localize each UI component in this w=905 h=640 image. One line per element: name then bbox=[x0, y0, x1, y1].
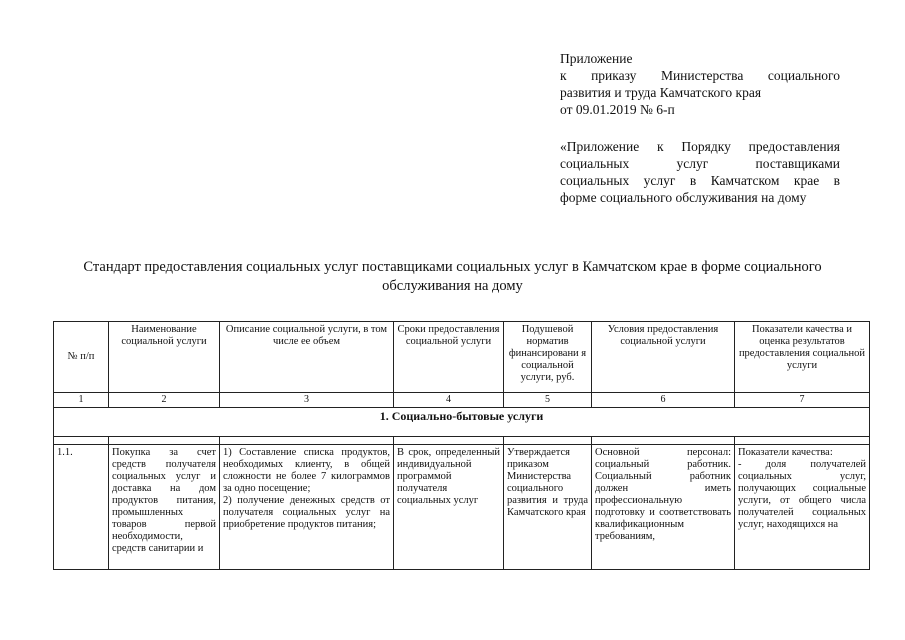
header-cell: Условия предоставления социальной услуги bbox=[592, 322, 735, 393]
quality-item: - доля получателей социальных услуг, получающих социальные услуги, от общего числа получателей социальных услуг, находящихся на bbox=[738, 459, 866, 530]
column-number: 1 bbox=[54, 393, 109, 408]
header-order-number: от 09.01.2019 № 6-п bbox=[560, 102, 675, 117]
column-number: 3 bbox=[220, 393, 394, 408]
header-line: Приложение bbox=[560, 51, 633, 66]
header-note-line: «Приложение к Порядку предоставления bbox=[560, 139, 840, 154]
standard-table bbox=[53, 321, 870, 570]
column-number: 6 bbox=[592, 393, 735, 408]
header-cell: Наименование социальной услуги bbox=[109, 322, 220, 393]
header-cell: № п/п bbox=[54, 322, 109, 393]
column-number: 5 bbox=[504, 393, 592, 408]
title-line: обслуживания на дому bbox=[382, 278, 523, 294]
header-note-line: социальных услуг в Камчатском крае в bbox=[560, 173, 840, 188]
column-number: 7 bbox=[735, 393, 870, 408]
conditions-cell: Основной персонал: социальный работник. Социальный работник должен иметь профессиональную подготовку и соответствовать квалификационным требованиям, bbox=[592, 445, 735, 570]
table-header-row bbox=[54, 322, 870, 393]
title-line: Стандарт предоставления социальных услуг поставщиками социальных услуг в Камчатском крае в форме социального bbox=[83, 259, 822, 275]
financing-norm-cell: Утверждается приказом Министерства социального развития и труда Камчатского края bbox=[504, 445, 592, 570]
service-name-cell: Покупка за счет средств получателя социальных услуг и доставка на дом продуктов питания, промышленных товаров первой необходимости, средств санитарии и bbox=[109, 445, 220, 570]
header-cell: Описание социальной услуги, в том числе ее объем bbox=[220, 322, 394, 393]
header-cell: Показатели качества и оценка результатов предоставления социальной услуги bbox=[735, 322, 870, 393]
header-cell: Сроки предоставления социальной услуги bbox=[394, 322, 504, 393]
row-number: 1.1. bbox=[54, 445, 109, 570]
column-number-row bbox=[54, 393, 870, 408]
column-number: 4 bbox=[394, 393, 504, 408]
header-cell: Подушевой норматив финансировани я социальной услуги, руб. bbox=[504, 322, 592, 393]
document-title bbox=[50, 258, 855, 296]
document-header bbox=[560, 50, 840, 206]
column-number: 2 bbox=[109, 393, 220, 408]
section-row bbox=[54, 408, 870, 437]
header-note-line: форме социального обслуживания на дому bbox=[560, 190, 807, 205]
header-note-line: социальных услуг поставщиками bbox=[560, 156, 840, 171]
header-line: развития и труда Камчатского края bbox=[560, 85, 762, 100]
quality-indicators-cell bbox=[735, 445, 870, 570]
section-title: 1. Социально-бытовые услуги bbox=[54, 408, 870, 437]
description-item: 1) Составление списка продуктов, необходимых клиенту, в общей сложности не более 7 килограммов за одно посещение; bbox=[223, 447, 390, 494]
header-line: к приказу Министерства социального bbox=[560, 68, 840, 83]
description-item: 2) получение денежных средств от получателя социальных услуг на приобретение продуктов питания; bbox=[223, 495, 390, 530]
table-row bbox=[54, 445, 870, 570]
quality-heading: Показатели качества: bbox=[738, 447, 833, 458]
terms-cell: В срок, определенный индивидуальной программой получателя социальных услуг bbox=[394, 445, 504, 570]
service-description-cell bbox=[220, 445, 394, 570]
spacer-row bbox=[54, 437, 870, 445]
